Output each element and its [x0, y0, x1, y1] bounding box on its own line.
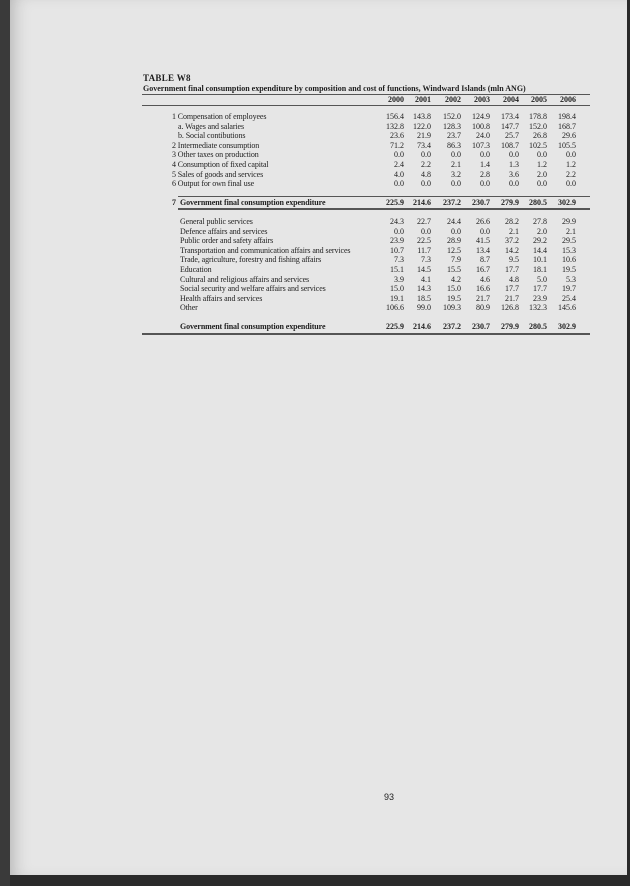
- cell-2006: 302.9: [558, 322, 576, 331]
- cell-2000: 2000: [388, 95, 404, 104]
- row-label: Transportation and communication affairs and services: [180, 245, 351, 255]
- cell-2004: 279.9: [501, 322, 519, 331]
- cell-2004: 2004: [503, 95, 519, 104]
- rule-above-total: [178, 196, 590, 197]
- table-row: [142, 141, 590, 150]
- cell-2003: 13.4: [476, 245, 490, 255]
- cell-2003: 41.5: [476, 236, 490, 246]
- row-label: 6 Output for own final use: [172, 179, 255, 189]
- cell-2006: 145.6: [558, 303, 576, 313]
- cell-2006: 29.5: [562, 236, 576, 246]
- cell-2004: 37.2: [505, 236, 519, 246]
- cell-2004: 14.2: [505, 245, 519, 255]
- cell-2005: 102.5: [529, 140, 547, 150]
- cell-2004: 2.1: [509, 226, 519, 236]
- cell-2002: 109.3: [443, 303, 461, 313]
- cell-2005: 0.0: [537, 179, 547, 189]
- table-row: [142, 179, 590, 188]
- rule-bottom: [142, 333, 590, 335]
- cell-2001: 2001: [415, 95, 431, 104]
- header-row: [142, 95, 590, 104]
- table-row: [142, 227, 590, 236]
- cell-2006: 0.0: [566, 150, 576, 160]
- cell-2003: 80.9: [476, 303, 490, 313]
- rule-below-total: [178, 208, 590, 210]
- row-label: Government final consumption expenditure: [180, 198, 326, 207]
- cell-2000: 106.6: [386, 303, 404, 313]
- cell-2005: 18.1: [533, 265, 547, 274]
- cell-2004: 0.0: [509, 150, 519, 160]
- cell-2003: 100.8: [472, 121, 490, 131]
- cell-2000: 3.9: [394, 274, 404, 284]
- cell-2002: 15.0: [447, 284, 461, 294]
- cell-2000: 15.0: [390, 284, 404, 294]
- cell-2006: 29.6: [562, 131, 576, 141]
- cell-2006: 1.2: [566, 160, 576, 169]
- cell-2003: 124.9: [472, 112, 490, 121]
- cell-2002: 4.2: [451, 274, 461, 284]
- cell-2002: 237.2: [443, 198, 461, 207]
- cell-2002: 0.0: [451, 150, 461, 160]
- cell-2005: 17.7: [533, 284, 547, 294]
- cell-2002: 86.3: [447, 140, 461, 150]
- cell-2002: 15.5: [447, 265, 461, 274]
- cell-2001: 4.1: [421, 274, 431, 284]
- cell-2002: 152.0: [443, 112, 461, 121]
- cell-2000: 0.0: [394, 226, 404, 236]
- table-row: [142, 160, 590, 169]
- table-row: [142, 265, 590, 274]
- cell-2001: 14.3: [417, 284, 431, 294]
- cell-2003: 26.6: [476, 217, 490, 226]
- cell-2002: 7.9: [451, 255, 461, 265]
- cell-2001: 18.5: [417, 293, 431, 303]
- cell-2001: 122.0: [413, 121, 431, 131]
- cell-2006: 168.7: [558, 121, 576, 131]
- cell-2002: 23.7: [447, 131, 461, 141]
- cell-2001: 214.6: [413, 198, 431, 207]
- row-label: General public services: [180, 217, 253, 226]
- total-row: [142, 198, 590, 207]
- cell-2000: 0.0: [394, 150, 404, 160]
- row-label: Public order and safety affairs: [180, 236, 274, 246]
- cell-2001: 7.3: [421, 255, 431, 265]
- cell-2000: 156.4: [386, 112, 404, 121]
- cell-2006: 2.1: [566, 226, 576, 236]
- cell-2001: 99.0: [417, 303, 431, 313]
- cell-2004: 17.7: [505, 284, 519, 294]
- row-label: 1 Compensation of employees: [172, 112, 267, 121]
- cell-2005: 132.3: [529, 303, 547, 313]
- cell-2003: 107.3: [472, 140, 490, 150]
- cell-2003: 230.7: [472, 322, 490, 331]
- table-row: [142, 294, 590, 303]
- cell-2002: 19.5: [447, 293, 461, 303]
- cell-2001: 2.2: [421, 160, 431, 169]
- cell-2001: 0.0: [421, 150, 431, 160]
- cell-2000: 15.1: [390, 265, 404, 274]
- cell-2001: 0.0: [421, 226, 431, 236]
- cell-2005: 280.5: [529, 322, 547, 331]
- row-label: Defence affairs and services: [180, 226, 268, 236]
- table-row: [142, 246, 590, 255]
- cell-2005: 2.0: [537, 226, 547, 236]
- row-label: Other: [180, 303, 198, 313]
- cell-2001: 14.5: [417, 265, 431, 274]
- cell-2002: 24.4: [447, 217, 461, 226]
- cell-2005: 27.8: [533, 217, 547, 226]
- cell-2003: 0.0: [480, 226, 490, 236]
- cell-2006: 198.4: [558, 112, 576, 121]
- cell-2004: 17.7: [505, 265, 519, 274]
- cell-2006: 19.5: [562, 265, 576, 274]
- cell-2006: 302.9: [558, 198, 576, 207]
- cell-2005: 2005: [531, 95, 547, 104]
- cell-2000: 23.9: [390, 236, 404, 246]
- cell-2006: 105.5: [558, 140, 576, 150]
- rule-header: [142, 105, 590, 107]
- cell-2003: 24.0: [476, 131, 490, 141]
- cell-2000: 7.3: [394, 255, 404, 265]
- cell-2004: 126.8: [501, 303, 519, 313]
- cell-2004: 9.5: [509, 255, 519, 265]
- row-label: a. Wages and salaries: [178, 121, 244, 131]
- cell-2003: 0.0: [480, 179, 490, 189]
- table-subtitle: Government final consumption expenditure by composition and cost of functions, Windward Islands (mln ANG): [143, 84, 526, 93]
- cell-2004: 0.0: [509, 179, 519, 189]
- cell-2003: 2.8: [480, 169, 490, 179]
- cell-2001: 143.8: [413, 112, 431, 121]
- cell-2001: 11.7: [417, 245, 431, 255]
- cell-2000: 23.6: [390, 131, 404, 141]
- cell-2003: 16.6: [476, 284, 490, 294]
- cell-2000: 19.1: [390, 293, 404, 303]
- cell-2002: 128.3: [443, 121, 461, 131]
- cell-2001: 4.8: [421, 169, 431, 179]
- cell-2004: 21.7: [505, 293, 519, 303]
- cell-2006: 15.3: [562, 245, 576, 255]
- cell-2003: 21.7: [476, 293, 490, 303]
- cell-2005: 5.0: [537, 274, 547, 284]
- cell-2001: 73.4: [417, 140, 431, 150]
- cell-2000: 24.3: [390, 217, 404, 226]
- cell-2006: 29.9: [562, 217, 576, 226]
- cell-2006: 5.3: [566, 274, 576, 284]
- cell-2003: 230.7: [472, 198, 490, 207]
- cell-2003: 2003: [474, 95, 490, 104]
- cell-2006: 19.7: [562, 284, 576, 294]
- row-label: 5 Sales of goods and services: [172, 169, 264, 179]
- table-row: [142, 131, 590, 140]
- table-title: TABLE W8: [143, 73, 191, 83]
- cell-2002: 2.1: [451, 160, 461, 169]
- cell-2005: 26.8: [533, 131, 547, 141]
- row-label: Education: [180, 265, 212, 274]
- cell-2005: 10.1: [533, 255, 547, 265]
- cell-2005: 29.2: [533, 236, 547, 246]
- cell-2004: 108.7: [501, 140, 519, 150]
- cell-2004: 1.3: [509, 160, 519, 169]
- cell-2000: 225.9: [386, 198, 404, 207]
- cell-2002: 237.2: [443, 322, 461, 331]
- row-label: 3 Other taxes on production: [172, 150, 259, 160]
- cell-2001: 214.6: [413, 322, 431, 331]
- cell-2005: 0.0: [537, 150, 547, 160]
- cell-2002: 0.0: [451, 179, 461, 189]
- cell-2005: 152.0: [529, 121, 547, 131]
- cell-2005: 178.8: [529, 112, 547, 121]
- table-row: [142, 112, 590, 121]
- cell-2000: 132.8: [386, 121, 404, 131]
- row-label: Government final consumption expenditure: [180, 322, 326, 331]
- cell-2005: 2.0: [537, 169, 547, 179]
- table-row: [142, 255, 590, 264]
- cell-2005: 1.2: [537, 160, 547, 169]
- cell-2004: 173.4: [501, 112, 519, 121]
- row-label: 4 Consumption of fixed capital: [172, 160, 269, 169]
- cell-2003: 8.7: [480, 255, 490, 265]
- book-spine-shadow: [0, 0, 10, 886]
- row-label: Cultural and religious affairs and services: [180, 274, 310, 284]
- cell-2000: 2.4: [394, 160, 404, 169]
- cell-2001: 22.7: [417, 217, 431, 226]
- cell-2000: 10.7: [390, 245, 404, 255]
- row-label: Health affairs and services: [180, 293, 263, 303]
- cell-2000: 0.0: [394, 179, 404, 189]
- cell-2001: 0.0: [421, 179, 431, 189]
- row-label: b. Social contibutions: [178, 131, 246, 141]
- cell-2005: 280.5: [529, 198, 547, 207]
- cell-2003: 1.4: [480, 160, 490, 169]
- cell-2002: 3.2: [451, 169, 461, 179]
- table-row: [142, 122, 590, 131]
- cell-2005: 14.4: [533, 245, 547, 255]
- table-row: [142, 236, 590, 245]
- row-label: Trade, agriculture, forestry and fishing affairs: [180, 255, 322, 265]
- cell-2003: 0.0: [480, 150, 490, 160]
- table-row: [142, 170, 590, 179]
- table-row: [142, 275, 590, 284]
- table-row: [142, 284, 590, 293]
- cell-2000: 4.0: [394, 169, 404, 179]
- page-number: 93: [384, 792, 395, 802]
- cell-2003: 4.6: [480, 274, 490, 284]
- cell-2004: 3.6: [509, 169, 519, 179]
- table-row: [142, 303, 590, 312]
- cell-2002: 0.0: [451, 226, 461, 236]
- total-row: [142, 322, 590, 331]
- row-number: 7: [172, 198, 176, 207]
- row-label: 2 Intermediate consumption: [172, 140, 260, 150]
- cell-2004: 28.2: [505, 217, 519, 226]
- cell-2002: 2002: [445, 95, 461, 104]
- cell-2005: 23.9: [533, 293, 547, 303]
- cell-2004: 25.7: [505, 131, 519, 141]
- row-label: Social security and welfare affairs and services: [180, 284, 326, 294]
- cell-2004: 147.7: [501, 121, 519, 131]
- cell-2006: 10.6: [562, 255, 576, 265]
- cell-2001: 21.9: [417, 131, 431, 141]
- cell-2000: 225.9: [386, 322, 404, 331]
- cell-2001: 22.5: [417, 236, 431, 246]
- cell-2006: 25.4: [562, 293, 576, 303]
- cell-2003: 16.7: [476, 265, 490, 274]
- cell-2000: 71.2: [390, 140, 404, 150]
- cell-2006: 0.0: [566, 179, 576, 189]
- cell-2002: 28.9: [447, 236, 461, 246]
- table-row: [142, 150, 590, 159]
- table-row: [142, 217, 590, 226]
- cell-2004: 279.9: [501, 198, 519, 207]
- cell-2002: 12.5: [447, 245, 461, 255]
- cell-2006: 2006: [560, 95, 576, 104]
- cell-2006: 2.2: [566, 169, 576, 179]
- cell-2004: 4.8: [509, 274, 519, 284]
